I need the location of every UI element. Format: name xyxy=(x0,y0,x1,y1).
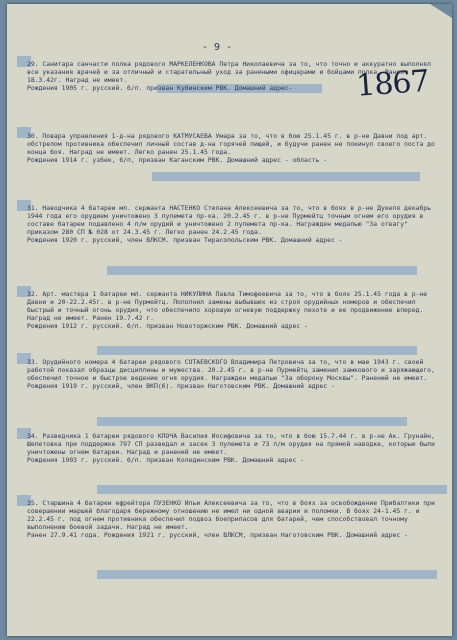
highlight-bar xyxy=(97,485,447,494)
entry-text: 32. Арт. мастера 1 батареи мл. сержанта НИКУЛИНА Павла Тимофеевича за то, что в боях 25.1.45 года в р-не Давни и 20-22.2.45г. в р-не Пурмейтц. Пополнил замены выбывших из строя орудийных номеров и обеспечил быстрый и точный огонь орудия, что обеспечило хорошую огневую поддержку пехоте и ее продвижение вперед. Наград не имеет. Ранен 19.7.42 г. xyxy=(27,290,428,323)
highlight-bar xyxy=(97,346,417,355)
entry-text: 33. Орудийного номера 4 батареи рядового СОТАЕВСКОГО Владимира Петровича за то, что в мае 1943 г. своей работой показал образцы дисциплины и мужества. 20.2.45 г. в р-не Пурмейтц заменил замкового и заряжающего, обеспечил точное и быстрое ведение огня орудия. Награжден медалью "За оборону Москвы". Ранений не имеет. xyxy=(27,358,435,383)
entry-bio: Ранен 27.9.41 года. Рождения 1921 г. русский, член ВЛКСМ, призван Наготовским РВК. Домашний адрес - xyxy=(27,531,408,540)
award-entry-35 xyxy=(27,499,442,539)
award-entry-30 xyxy=(27,132,442,164)
handwritten-corner-mark: 1867 xyxy=(355,63,430,104)
entry-bio: Рождения 1919 г. русский, член ВКП(б). призван Наготовским РВК. Домашний адрес - xyxy=(27,382,335,391)
award-entry-33 xyxy=(27,358,442,390)
entry-bio: Рождения 1905 г. русский. б/п. призван Кубинским РВК. Домашний адрес- xyxy=(27,84,293,93)
document-sheet xyxy=(7,4,452,636)
entry-bio: Рождения 1903 г. русский. б/п. призван Колединским РВК. Домашний адрес - xyxy=(27,456,305,465)
entry-bio: Рождения 1914 г. узбек, б/п, призван Каганским РВК. Домашний адрес - область - xyxy=(27,156,328,165)
entry-text: 35. Старшина 4 батареи ефрейтора ПУЗЕНКО Ильи Алексеевича за то, что в боях за освобождение Прибалтики при совершении маршей благодаря бережному отношению не имел ни одной аварии и поломки. В боях 24-1.45 г. и 22.2.45 г. под огнем противника обеспечил подвоз боеприпасов для батарей, чем способствовал точному выполнению боевой задачи. Наград не имеет. xyxy=(27,499,435,532)
entry-bio: Рождения 1912 г. русский. б/п. призван Новоторжским РВК. Домашний адрес - xyxy=(27,322,308,331)
award-entry-29 xyxy=(27,60,442,92)
award-entry-31 xyxy=(27,204,442,244)
highlight-bar xyxy=(97,570,437,579)
entry-bio: Рождения 1920 г. русский, член ВЛКСМ. призван Тирасопольским РВК. Домашний адрес - xyxy=(27,236,343,245)
entry-text: 31. Наводчика 4 батареи мл. сержанта НАСТЕНКО Степана Алексеевича за то, что в боях в р-не Дукеля декабрь 1944 года его орудием уничтожено 3 пулемета пр-ка. 20.2.45 г. в р-не Пурмейтц точным огнем его орудия в составе батареи подавлено 4 п/м орудий и уничтожено 2 пулемета пр-ка. Награжден медалью "За отвагу" приказом 280 СП № 028 от 24.3.45 г. Легко ранен 24.2.45 года. xyxy=(27,204,431,237)
highlight-bar xyxy=(107,266,417,275)
entry-text: 34. Разведчика 1 батареи рядового КЛОЧА Василия Иосифовича за то, что в бою 15.7.44 г. в р-не Ак. Грунайн, Шепетовка при поддержке 797 СП разведал и засек 3 пулемета и 73 п/м орудия на прямой наводке, которые были уничтожены огнем батареи. Наград и ранений не имеет. xyxy=(27,432,435,457)
highlight-bar xyxy=(152,172,420,181)
entry-text: 29. Санитара санчасти полка рядового МАРКЕЛЕНКОВА Петра Николаевича за то, что точно и аккуратно выполнял все указания врачей и за отличный и старательный уход за ранеными офицерами и бойцами полка. Ранен 18.3.42г. Наград не имеет. xyxy=(27,60,431,85)
award-entry-34 xyxy=(27,432,442,464)
award-entry-32 xyxy=(27,290,442,330)
highlight-bar xyxy=(97,417,407,426)
entry-text: 30. Повара управления 1-д-на рядового КАТМУСАЕВА Умара за то, что в бою 25.1.45 г. в р-не Давни под арт. обстрелом противника обеспечил личный состав д-на горячей пищей, и будучи ранен не покинул своего поста до конца боя. Наград не имеет. Легко ранен 25.1.45 года. xyxy=(27,132,435,157)
torn-corner xyxy=(430,4,452,18)
page-number: - 9 - xyxy=(202,42,233,53)
